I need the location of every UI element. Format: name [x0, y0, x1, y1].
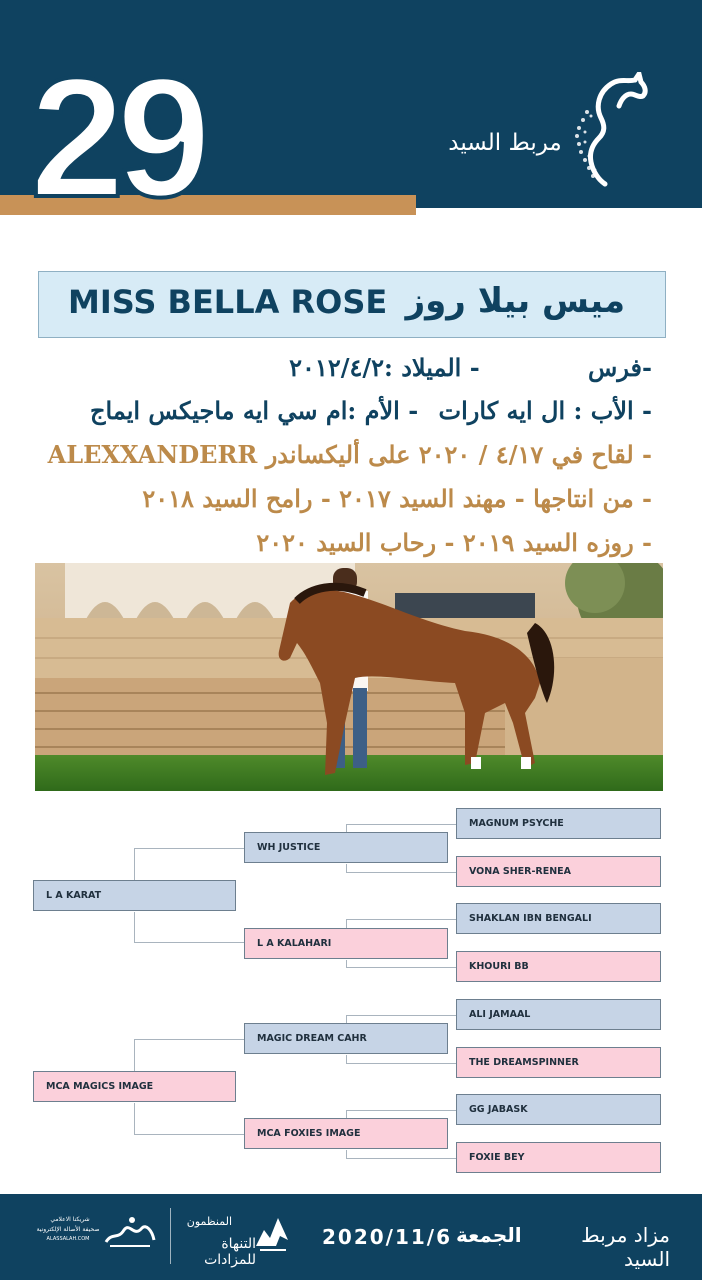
pedigree-ancestor: FOXIE BEY [456, 1142, 661, 1173]
info-type-birth [30, 353, 652, 382]
pedigree-grandsire-paternal: WH JUSTICE [244, 832, 448, 863]
pedigree-connector [134, 942, 244, 943]
pedigree-connector [346, 1110, 347, 1118]
pedigree-connector [134, 1039, 135, 1071]
horse-name-arabic: ميس بيلا روز [405, 281, 625, 321]
pedigree-connector [346, 1110, 456, 1111]
pedigree-granddam-paternal: L A KALAHARI [244, 928, 448, 959]
pedigree-connector [346, 919, 456, 920]
pedigree-connector [346, 919, 347, 928]
pedigree-connector [346, 1055, 347, 1063]
horse-name-english: MISS BELLA ROSE [68, 283, 388, 321]
pedigree-connector [134, 1134, 244, 1135]
lot-number: 29 [30, 43, 204, 233]
info-covered [30, 440, 652, 469]
sire: - الأب : ال ايه كارات [438, 396, 652, 425]
birth-date: - الميلاد :٢٠١٢/٤/٢ [289, 353, 480, 382]
pedigree-connector [346, 1150, 347, 1158]
info-progeny: - من انتاجها - مهند السيد ٢٠١٧ - رامح السيد ٢٠١٨ [142, 484, 652, 513]
pedigree-connector [346, 960, 347, 967]
pedigree-connector [346, 1158, 456, 1159]
horse-logo-icon [565, 72, 655, 187]
pedigree-connector [346, 1015, 456, 1016]
publisher-label: شريكنا الاعلامي [50, 1216, 90, 1223]
pedigree-connector [346, 824, 456, 825]
pedigree-connector [346, 864, 347, 872]
footer-auction-name: مزاد مربط السيد [581, 1223, 670, 1271]
pedigree-ancestor: SHAKLAN IBN BENGALI [456, 903, 661, 934]
pedigree-ancestor: GG JABASK [456, 1094, 661, 1125]
publisher-logo-icon [102, 1212, 158, 1252]
pedigree-connector [134, 912, 135, 942]
pedigree-ancestor: THE DREAMSPINNER [456, 1047, 661, 1078]
brand-name: مربط السيد [448, 130, 562, 156]
publisher-name: صحيفة الأصالة الإلكترونية [36, 1226, 100, 1233]
info-progeny-2: - روزه السيد ٢٠١٩ - رحاب السيد ٢٠٢٠ [256, 528, 652, 557]
pedigree-granddam-maternal: MCA FOXIES IMAGE [244, 1118, 448, 1149]
organizer-label: المنظمون [186, 1215, 232, 1228]
dam: - الأم :ام سي ايه ماجيكس ايماج [90, 396, 419, 425]
pedigree-connector [134, 1039, 244, 1040]
footer-divider [170, 1208, 171, 1264]
organizer-name: التنهاة للمزادات [204, 1236, 256, 1268]
pedigree-connector [134, 1103, 135, 1134]
covering-stallion: ALEXXANDERR [47, 440, 258, 469]
horse-photo [35, 563, 663, 791]
pedigree-connector [134, 848, 244, 849]
footer-date: 2020/11/6 [322, 1225, 453, 1249]
horse-type: -فرس [588, 353, 652, 382]
pedigree-grandsire-maternal: MAGIC DREAM CAHR [244, 1023, 448, 1054]
pedigree-connector [346, 1063, 456, 1064]
info-sire-dam [30, 396, 652, 425]
organizer-logo-icon [250, 1210, 294, 1254]
footer-day: الجمعة [456, 1223, 522, 1247]
pedigree-ancestor: VONA SHER-RENEA [456, 856, 661, 887]
pedigree-ancestor: KHOURI BB [456, 951, 661, 982]
publisher-url: ALASSALAH.COM [46, 1236, 90, 1242]
covered-date: - لقاح في ٤/١٧ / ٢٠٢٠ على أليكساندر [265, 440, 652, 469]
pedigree-connector [346, 824, 347, 832]
pedigree-sire: L A KARAT [33, 880, 236, 911]
pedigree-ancestor: MAGNUM PSYCHE [456, 808, 661, 839]
pedigree-connector [346, 1015, 347, 1023]
pedigree-ancestor: ALI JAMAAL [456, 999, 661, 1030]
pedigree-dam: MCA MAGICS IMAGE [33, 1071, 236, 1102]
pedigree-connector [346, 872, 456, 873]
pedigree-connector [134, 848, 135, 880]
pedigree-connector [346, 967, 456, 968]
